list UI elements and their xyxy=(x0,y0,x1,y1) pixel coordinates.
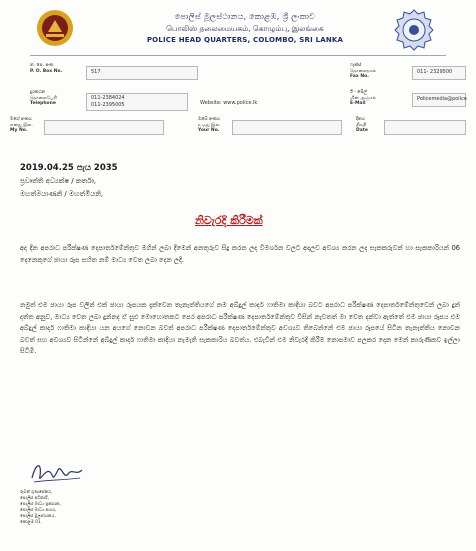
header-title-tamil: பொலிஸ் தலைமையகம், கொழும்பு, இலங்கை xyxy=(166,24,324,33)
letter-subject: නිවැරදි කිරීමක් xyxy=(195,214,263,227)
your-no-label: ඔබේ අංකය உமது இல. Your No. xyxy=(198,117,221,133)
police-badge-icon xyxy=(392,8,436,52)
date-field xyxy=(384,120,466,135)
date-label: දිනය திகதி Date xyxy=(356,117,368,133)
signature-line: රුවන් ගුණසේකර, xyxy=(20,489,53,494)
header-title-sinhala: පොලිස් මූලස්ථානය, කොළඹ, ශ්‍රී ලංකාව xyxy=(174,12,316,21)
email-field: Policemedia@police xyxy=(412,93,466,107)
signature-line: පොලිස් මූලස්ථානය, xyxy=(20,512,56,518)
fax-field: 011- 2329500 xyxy=(412,66,466,80)
paragraph-1: අද දින අපරාධ පරීක්ෂණ දෙපාර්තමේන්තුව මගින් ලබා දීමෙන් අනතුරුව සිදු කරන ලද විමර්ශන වලට අදාලව අවශ්‍ය කරන ලද සැකකරුවන් හා සැකකාරියන් 06 දෙනෙකුගේ ඡායා රූප සහිත නම් මාධ්‍ය වෙත ලබා දෙන ලදි. xyxy=(20,244,460,264)
paragraph-2: නමුත් එම ඡායා රූප වලින් එක් ඡායා රූපයක දැක්වෙන තැනැත්තියගේ නම අබ්දුල් කාදර් ෆාතිමා කාදියා බවට අපරාධ පරීක්ෂණ දෙපාර්තමේන්තුවෙන් ලබා දුන් දත්ත අනුව, මාධ්‍ය වෙත ලබා දුන්නද ඒ සුළු මොහොතකට පෙර අපරාධ පරීක්ෂණ දෙපාර්තමේන්තුව විසින් නැවතත් මා වෙත දන්වා ඇත්තේ එම ඡායා රූපය එම අබ්දුල් කාදර් ෆාතිමා කාදියා යන අයගේ නොවන බවත් අපරාධ පරීක්ෂණ දෙපාර්තමේන්තුව අවශ්‍යව තිබෙන්නේ එම ඡායා රූපයේ සිටින තැනැත්තිය නොවන බවත් සහ අවශ්‍යව සිටින්නේ අබ්දුල් කාදර් ෆාතිමා කාදියා නැමැති සැකකාරිය බවත්ය. එබැවින් එම නිවැරදි කිරීම නොපමාව පලකර දෙන මෙන් කාරුණිකව ඉල්ලා සිටිමි. xyxy=(20,301,460,356)
header-title-english: POLICE HEAD QUARTERS, COLOMBO, SRI LANKA xyxy=(146,36,344,44)
fax-label: ෆැක්ස් தொலைநகல் Fax No. xyxy=(350,63,377,79)
signature-line: පොලිස් අධිකාරී, xyxy=(20,494,49,500)
letter-date: 2019.04.25 පැය 2035 xyxy=(20,163,118,173)
addressee-line-1: ප්‍රවෘත්ති අධ්‍යක්ෂ / කර්තෘ, xyxy=(20,177,97,185)
addressee-line-2: මහත්මයාණනි / මහත්මියනි, xyxy=(20,190,104,198)
pobox-field: 517 xyxy=(86,66,198,80)
sri-lanka-crest-icon xyxy=(34,8,76,48)
my-no-label: මගේ අංකය எனது இல. My No. xyxy=(10,117,33,133)
handwritten-signature xyxy=(28,458,86,488)
telephone-field: 011-2384024 011-2395005 xyxy=(86,93,188,111)
pobox-label: ත. පෙ. අංක. P. O. Box No. xyxy=(30,63,63,74)
signature-line: පොලිස් මාධ්‍ය අංශය, xyxy=(20,506,57,512)
email-label: ඊ - මේල් மின் அஞ்சல் E-Mail xyxy=(350,90,377,106)
header-divider xyxy=(30,55,446,56)
signature-line: කොළඹ 01. xyxy=(20,518,42,524)
website-line: Website: www.police.lk xyxy=(200,100,258,106)
signature-line: පොලිස් මාධ්‍ය ප්‍රකාශක, xyxy=(20,500,61,506)
my-no-field xyxy=(44,120,164,135)
your-no-field xyxy=(232,120,342,135)
telephone-label: දුරකථන தொலைபேசி Telephone xyxy=(30,90,57,106)
signature-block xyxy=(20,489,61,524)
